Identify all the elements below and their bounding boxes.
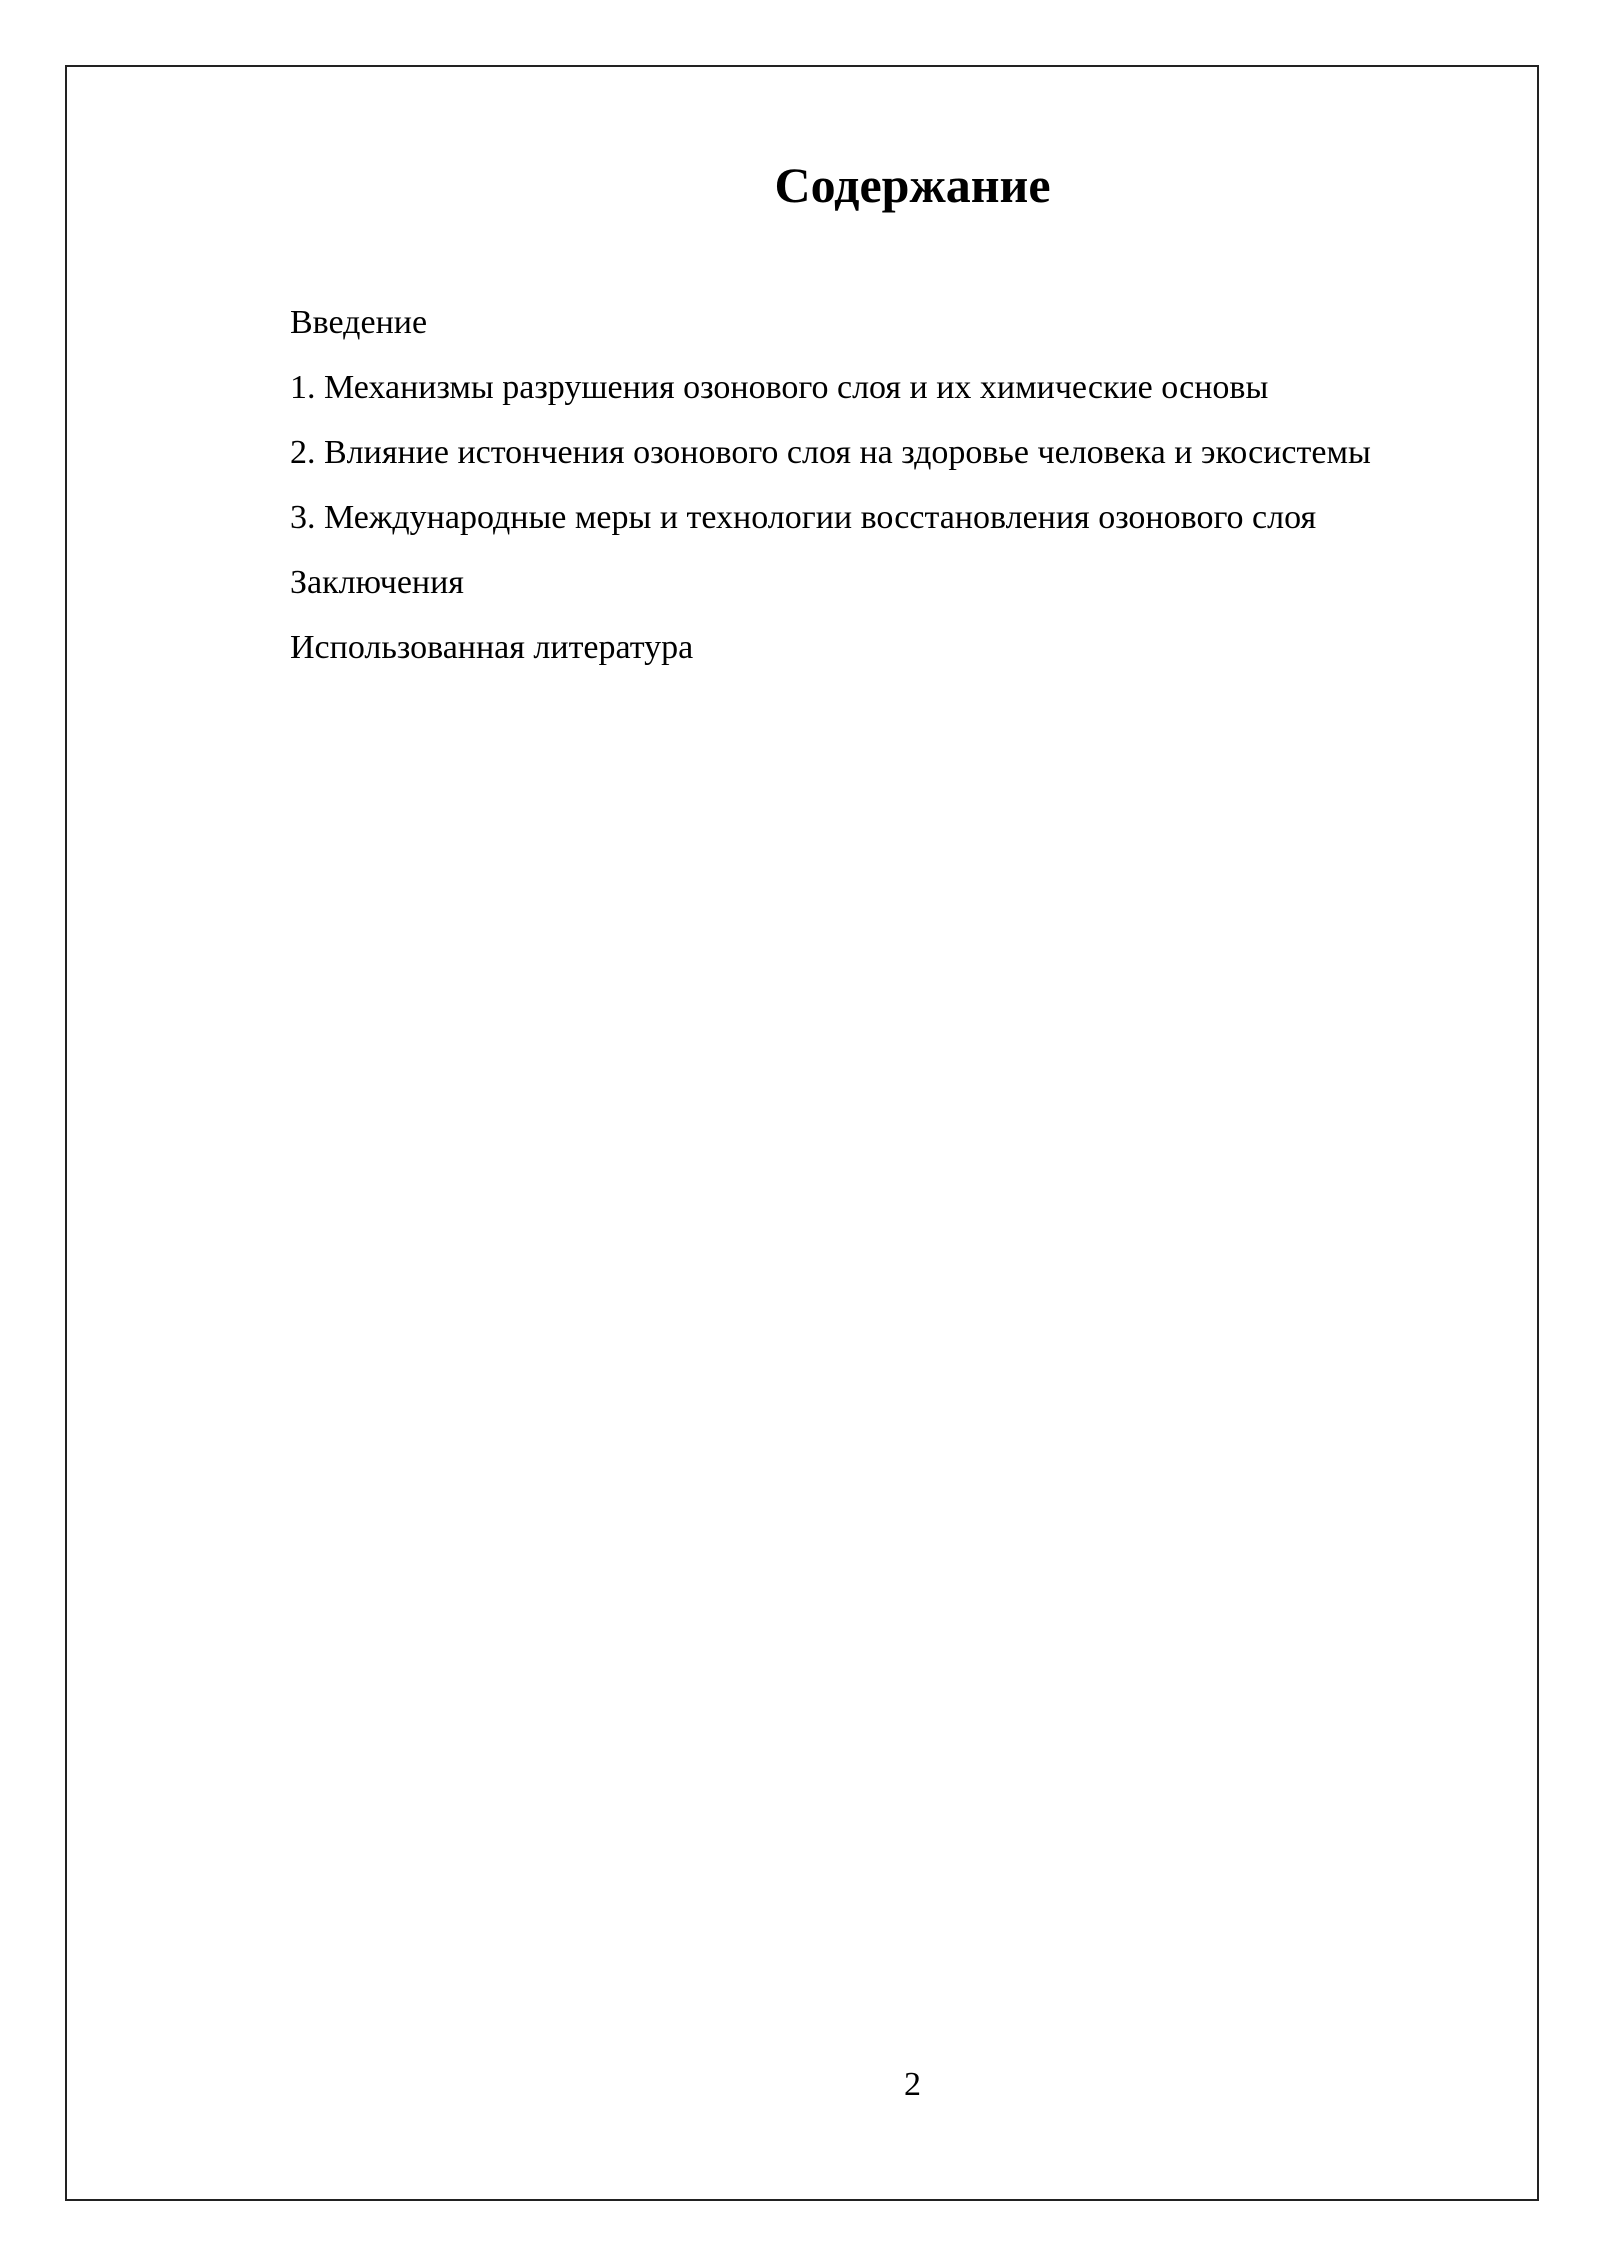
toc-item-chapter-1: 1. Механизмы разрушения озонового слоя и их химические основы <box>290 369 1269 406</box>
table-of-contents <box>290 290 1371 680</box>
page-number: 2 <box>904 2066 921 2103</box>
toc-item-chapter-3: 3. Международные меры и технологии восстановления озонового слоя <box>290 499 1317 536</box>
toc-item-conclusion: Заключения <box>290 564 464 601</box>
toc-item-chapter-2: 2. Влияние истончения озонового слоя на здоровье человека и экосистемы <box>290 434 1371 471</box>
page-title: Содержание <box>774 157 1051 213</box>
toc-item-references: Использованная литература <box>290 629 694 666</box>
toc-item-introduction: Введение <box>290 304 428 341</box>
